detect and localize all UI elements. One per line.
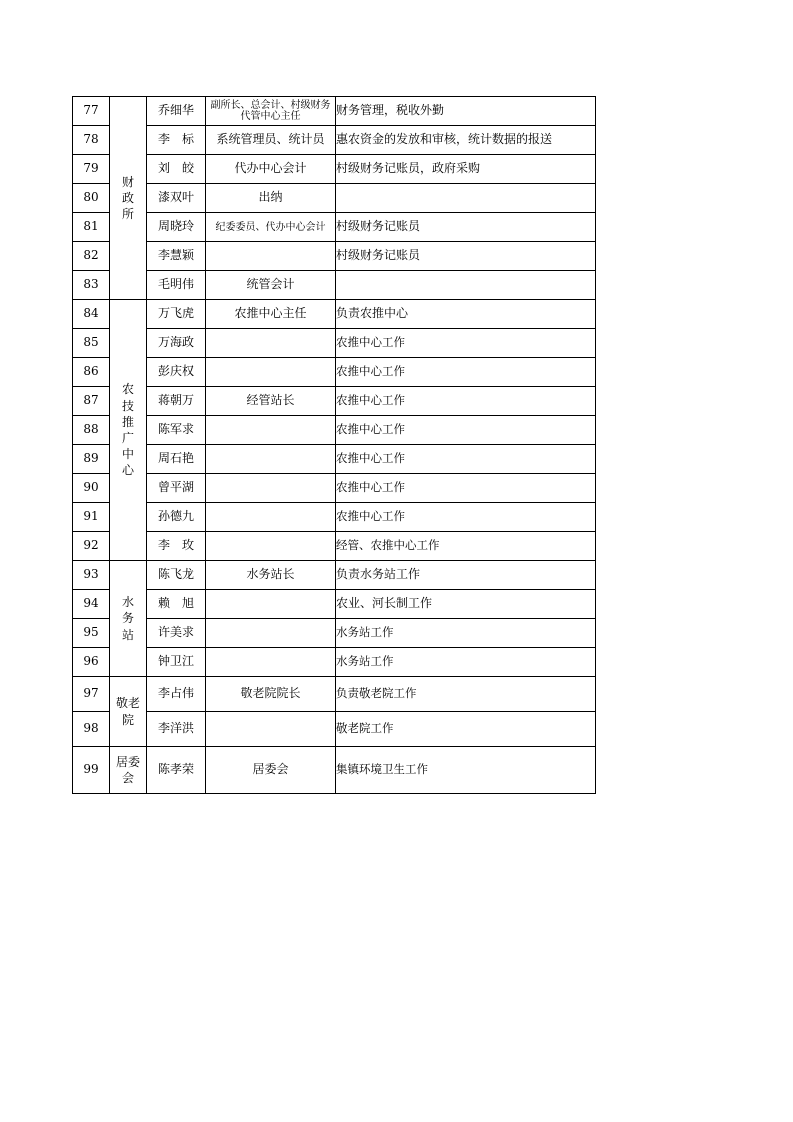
row-number: 87 xyxy=(73,387,110,416)
table-row xyxy=(73,677,596,712)
staff-position: 水务站长 xyxy=(206,561,336,590)
staff-position xyxy=(206,445,336,474)
department-cell xyxy=(110,97,147,300)
staff-position xyxy=(206,648,336,677)
row-number: 86 xyxy=(73,358,110,387)
staff-duty: 村级财务记账员 xyxy=(336,242,596,271)
staff-duty xyxy=(336,184,596,213)
row-number: 84 xyxy=(73,300,110,329)
staff-position xyxy=(206,329,336,358)
staff-duty: 农推中心工作 xyxy=(336,416,596,445)
staff-duty: 负责敬老院工作 xyxy=(336,677,596,712)
staff-duty: 村级财务记账员，政府采购 xyxy=(336,155,596,184)
staff-duty: 敬老院工作 xyxy=(336,712,596,747)
staff-name: 陈孝荣 xyxy=(147,747,206,794)
staff-position: 系统管理员、统计员 xyxy=(206,126,336,155)
staff-position: 代办中心会计 xyxy=(206,155,336,184)
table-row xyxy=(73,503,596,532)
staff-name: 蒋朝万 xyxy=(147,387,206,416)
staff-duty: 惠农资金的发放和审核，统计数据的报送 xyxy=(336,126,596,155)
staff-name: 漆双叶 xyxy=(147,184,206,213)
row-number: 93 xyxy=(73,561,110,590)
table-row xyxy=(73,561,596,590)
table-row xyxy=(73,747,596,794)
staff-name: 周晓玲 xyxy=(147,213,206,242)
staff-name: 陈军求 xyxy=(147,416,206,445)
staff-name: 毛明伟 xyxy=(147,271,206,300)
staff-duty: 经管、农推中心工作 xyxy=(336,532,596,561)
staff-position xyxy=(206,503,336,532)
row-number: 77 xyxy=(73,97,110,126)
staff-name: 孙德九 xyxy=(147,503,206,532)
staff-name: 刘 皎 xyxy=(147,155,206,184)
staff-position: 纪委委员、代办中心会计 xyxy=(206,213,336,242)
staff-position xyxy=(206,532,336,561)
table-row xyxy=(73,213,596,242)
staff-name: 钟卫江 xyxy=(147,648,206,677)
department-label: 水务站 xyxy=(121,595,134,642)
table-row xyxy=(73,97,596,126)
department-label: 敬老院 xyxy=(115,696,140,727)
staff-position xyxy=(206,619,336,648)
staff-name: 李 玫 xyxy=(147,532,206,561)
row-number: 81 xyxy=(73,213,110,242)
table-row xyxy=(73,474,596,503)
row-number: 99 xyxy=(73,747,110,794)
staff-duty: 财务管理，税收外勤 xyxy=(336,97,596,126)
staff-duty: 农推中心工作 xyxy=(336,445,596,474)
staff-duty: 农推中心工作 xyxy=(336,474,596,503)
staff-duty: 负责农推中心 xyxy=(336,300,596,329)
table-row xyxy=(73,242,596,271)
staff-duty: 村级财务记账员 xyxy=(336,213,596,242)
department-label: 农技推广中心 xyxy=(121,382,134,478)
department-cell xyxy=(110,561,147,677)
staff-position xyxy=(206,416,336,445)
table-row xyxy=(73,387,596,416)
staff-duty: 农推中心工作 xyxy=(336,358,596,387)
staff-duty: 负责水务站工作 xyxy=(336,561,596,590)
table-row xyxy=(73,590,596,619)
staff-duty xyxy=(336,271,596,300)
row-number: 89 xyxy=(73,445,110,474)
department-label: 财政所 xyxy=(121,174,134,222)
row-number: 78 xyxy=(73,126,110,155)
row-number: 96 xyxy=(73,648,110,677)
table-row xyxy=(73,648,596,677)
row-number: 79 xyxy=(73,155,110,184)
staff-name: 周石艳 xyxy=(147,445,206,474)
row-number: 82 xyxy=(73,242,110,271)
staff-name: 李洋洪 xyxy=(147,712,206,747)
staff-position xyxy=(206,590,336,619)
row-number: 80 xyxy=(73,184,110,213)
staff-position: 敬老院院长 xyxy=(206,677,336,712)
staff-position xyxy=(206,474,336,503)
staff-duty: 农推中心工作 xyxy=(336,329,596,358)
staff-position: 居委会 xyxy=(206,747,336,794)
staff-duty: 农推中心工作 xyxy=(336,387,596,416)
staff-name: 曾平湖 xyxy=(147,474,206,503)
staff-duty: 集镇环境卫生工作 xyxy=(336,747,596,794)
table-row xyxy=(73,271,596,300)
staff-position xyxy=(206,358,336,387)
table-row xyxy=(73,532,596,561)
staff-name: 陈飞龙 xyxy=(147,561,206,590)
row-number: 83 xyxy=(73,271,110,300)
row-number: 94 xyxy=(73,590,110,619)
table-row xyxy=(73,358,596,387)
staff-position: 农推中心主任 xyxy=(206,300,336,329)
staff-position: 统管会计 xyxy=(206,271,336,300)
department-cell xyxy=(110,747,147,794)
table-row xyxy=(73,300,596,329)
staff-table xyxy=(72,96,596,794)
staff-name: 李占伟 xyxy=(147,677,206,712)
table-row xyxy=(73,155,596,184)
table-row xyxy=(73,416,596,445)
row-number: 95 xyxy=(73,619,110,648)
staff-name: 李慧颖 xyxy=(147,242,206,271)
staff-name: 赖 旭 xyxy=(147,590,206,619)
row-number: 91 xyxy=(73,503,110,532)
row-number: 97 xyxy=(73,677,110,712)
row-number: 90 xyxy=(73,474,110,503)
table-row xyxy=(73,712,596,747)
row-number: 98 xyxy=(73,712,110,747)
staff-name: 李 标 xyxy=(147,126,206,155)
row-number: 88 xyxy=(73,416,110,445)
staff-position xyxy=(206,242,336,271)
row-number: 85 xyxy=(73,329,110,358)
staff-duty: 农业、河长制工作 xyxy=(336,590,596,619)
staff-name: 万飞虎 xyxy=(147,300,206,329)
department-cell xyxy=(110,677,147,747)
staff-name: 许美求 xyxy=(147,619,206,648)
row-number: 92 xyxy=(73,532,110,561)
staff-duty: 水务站工作 xyxy=(336,619,596,648)
table-row xyxy=(73,126,596,155)
table-row xyxy=(73,445,596,474)
staff-position: 经管站长 xyxy=(206,387,336,416)
staff-position: 副所长、总会计、村级财务代管中心主任 xyxy=(206,97,336,126)
table-row xyxy=(73,619,596,648)
staff-position: 出纳 xyxy=(206,184,336,213)
staff-name: 万海政 xyxy=(147,329,206,358)
department-cell xyxy=(110,300,147,561)
staff-duty: 水务站工作 xyxy=(336,648,596,677)
staff-name: 彭庆权 xyxy=(147,358,206,387)
table-row xyxy=(73,184,596,213)
department-label: 居委会 xyxy=(115,754,140,785)
staff-duty: 农推中心工作 xyxy=(336,503,596,532)
table-row xyxy=(73,329,596,358)
staff-name: 乔细华 xyxy=(147,97,206,126)
staff-position xyxy=(206,712,336,747)
